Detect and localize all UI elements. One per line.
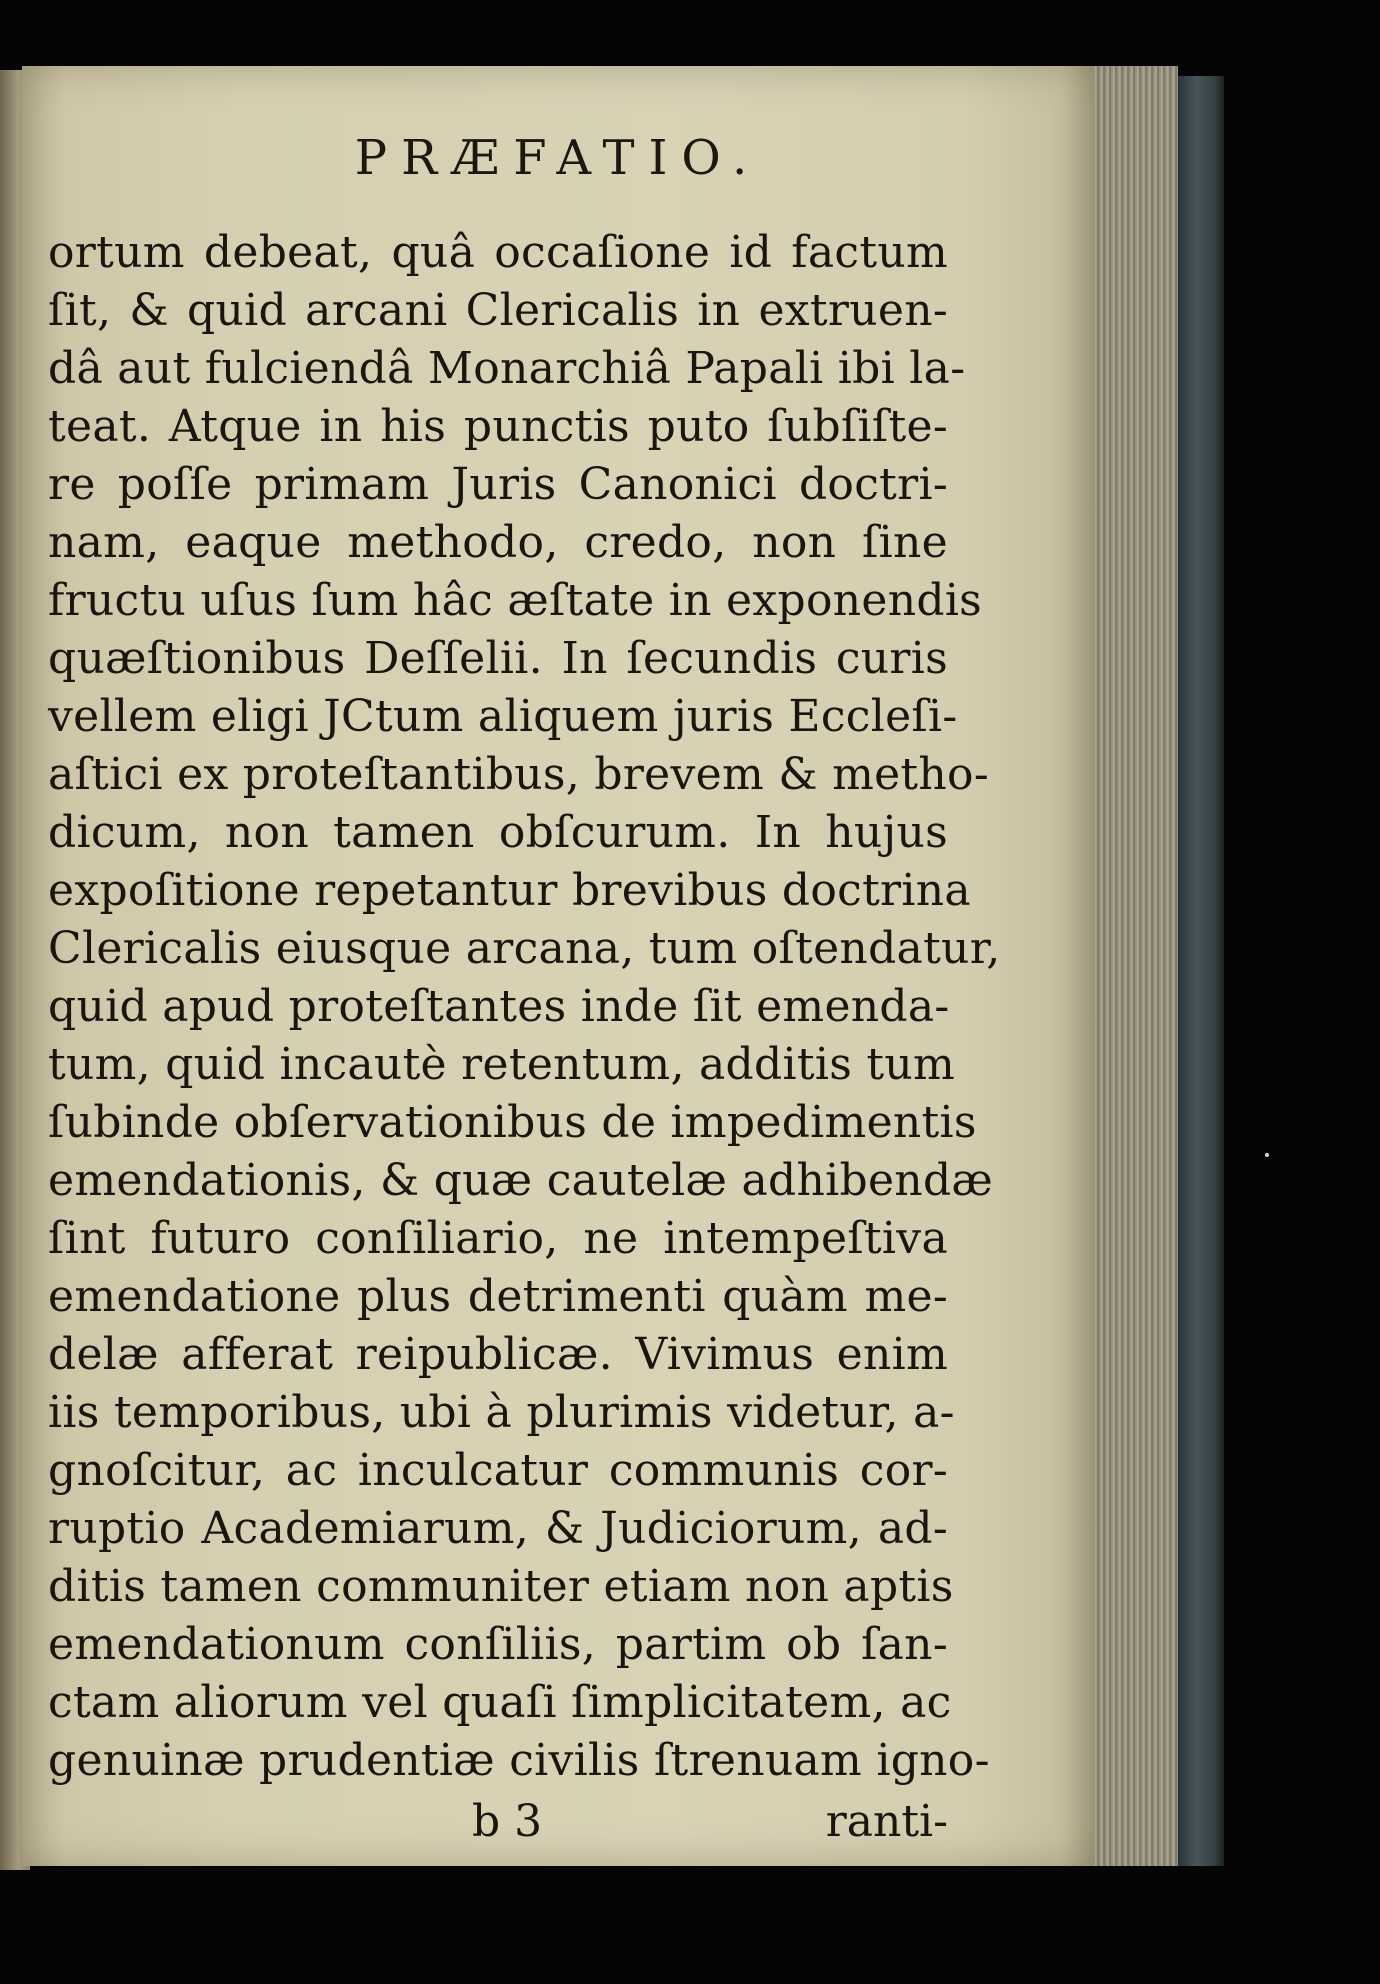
text-line: quæſtionibus Deſſelii. In ſecundis curis <box>48 633 948 684</box>
text-line: ctam aliorum vel quaſi ſimplicitatem, ac <box>48 1677 952 1728</box>
text-line: nam, eaque methodo, credo, non ſine <box>48 517 948 568</box>
text-line: emendatione plus detrimenti quàm me- <box>48 1271 948 1322</box>
text-line: quid apud proteſtantes inde ſit emenda- <box>48 981 950 1032</box>
text-line: Clericalis eiusque arcana, tum oſtendatur, <box>48 923 1001 974</box>
text-line: ſit, & quid arcani Clericalis in extruen- <box>48 285 948 336</box>
text-line: tum, quid incautè retentum, additis tum <box>48 1039 956 1090</box>
text-line: ſint futuro conſiliario, ne intempeſtiva <box>48 1213 948 1264</box>
text-line: emendationis, & quæ cautelæ adhibendæ <box>48 1155 994 1206</box>
text-line: delæ afferat reipublicæ. Vivimus enim <box>48 1329 948 1380</box>
text-line: ruptio Academiarum, & Judiciorum, ad- <box>48 1503 948 1554</box>
text-line: re poſſe primam Juris Canonici doctri- <box>48 459 948 510</box>
speck <box>1265 1153 1269 1157</box>
text-line: expoſitione repetantur brevibus doctrina <box>48 865 971 916</box>
text-line: emendationum conſiliis, partim ob ſan- <box>48 1619 948 1670</box>
text-line: ſubinde obſervationibus de impedimentis <box>48 1097 977 1148</box>
text-line: iis temporibus, ubi à plurimis videtur, a- <box>48 1387 955 1438</box>
signature-mark: b 3 <box>472 1796 543 1847</box>
page-stack-edge <box>1094 66 1178 1866</box>
text-line: dâ aut fulciendâ Monarchiâ Papali ibi la- <box>48 343 966 394</box>
text-line: dicum, non tamen obſcurum. In hujus <box>48 807 948 858</box>
text-line: gnoſcitur, ac inculcatur communis cor- <box>48 1445 948 1496</box>
running-head: PRÆFATIO. <box>354 130 762 186</box>
text-line: fructu uſus ſum hâc æſtate in exponendis <box>48 575 983 626</box>
text-line: genuinæ prudentiæ civilis ſtrenuam igno- <box>48 1735 990 1786</box>
text-line: ortum debeat, quâ occaſione id factum <box>48 227 948 278</box>
text-line: vellem eligi JCtum aliquem juris Eccleſi- <box>48 691 958 742</box>
page-footer <box>48 1792 948 1852</box>
cover-board <box>1178 76 1224 1866</box>
body-text <box>48 224 1001 1790</box>
text-line: teat. Atque in his punctis puto ſubſiſte- <box>48 401 948 452</box>
text-line: aſtici ex proteſtantibus, brevem & metho- <box>48 749 990 800</box>
text-line: ditis tamen communiter etiam non aptis <box>48 1561 954 1612</box>
catchword: ranti- <box>825 1796 948 1847</box>
